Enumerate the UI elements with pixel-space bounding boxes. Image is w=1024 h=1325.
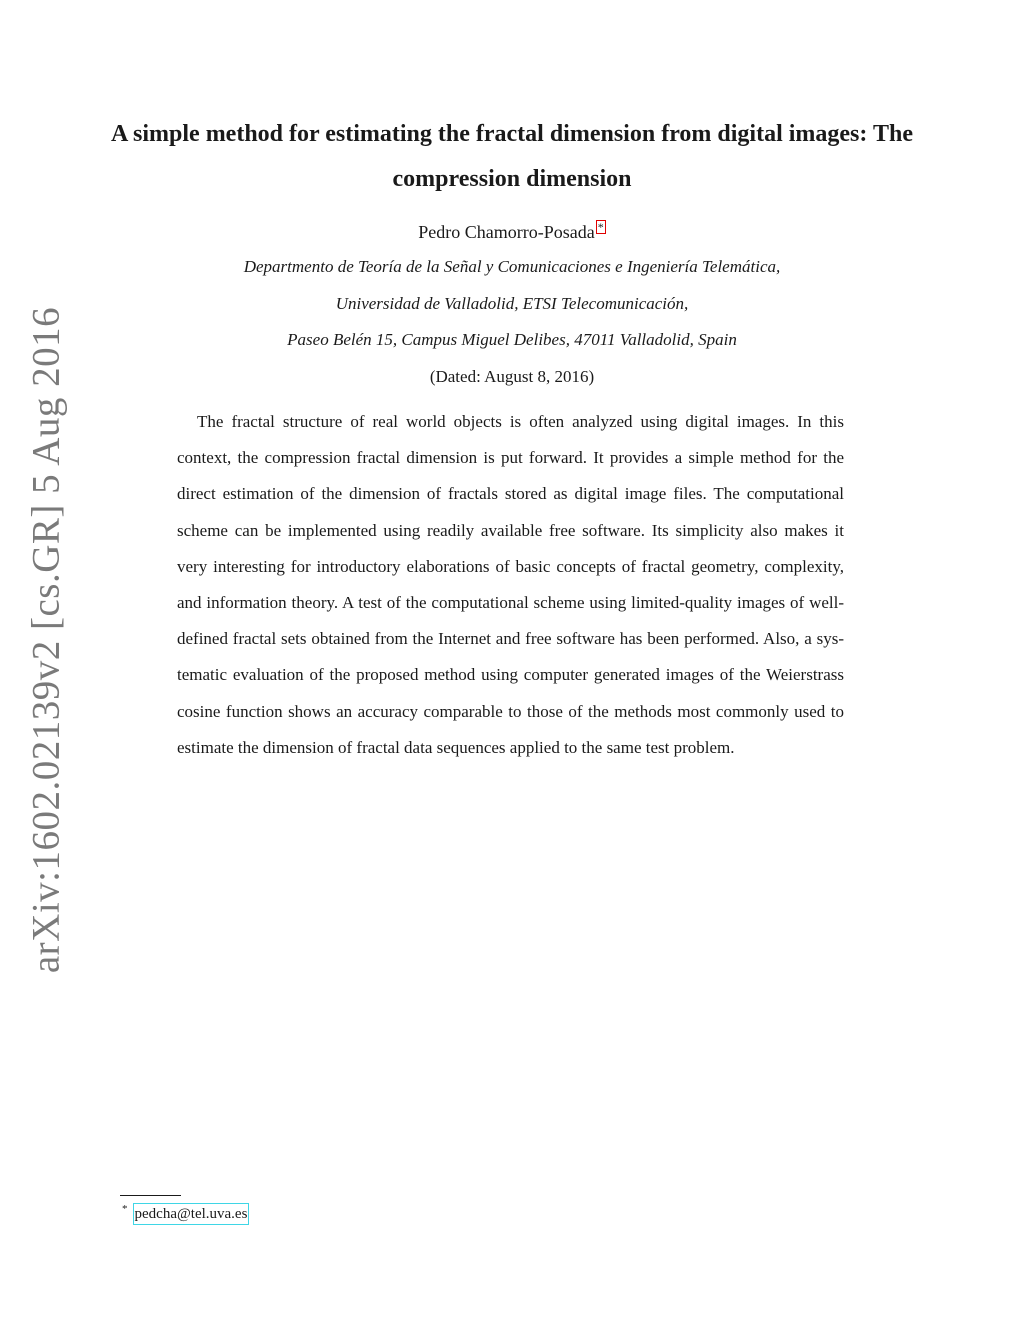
footnote-divider: [120, 1195, 181, 1196]
author-footnote-link[interactable]: *: [597, 220, 604, 234]
abstract-text: The fractal structure of real world objects is often analyzed using digital images. In this context, the compression fractal dimension is put forward. It provides a simple method for the direct estimation of the dimension of fractals stored as digital image files. The computational scheme can be implemented using readily available free software. Its simplicity also makes it very interesting for introductory elaborations of basic concepts of fractal geometry, complexity, and information theory. A test of the computational scheme using limited-quality images of well-defined fractal sets obtained from the Internet and free software has been performed. Also, a systematic evaluation of the proposed method using computer generated images of the Weierstrass cosine function shows an accuracy comparable to those of the methods most commonly used to estimate the dimension of fractal data sequences applied to the same test problem.: [177, 412, 844, 757]
dated-line: (Dated: August 8, 2016): [429, 367, 595, 386]
affiliation-line-1: Departmento de Teoría de la Señal y Comunicaciones e Ingeniería Telemática,: [243, 257, 781, 276]
author-name: Pedro Chamorro-Posada: [418, 222, 595, 242]
author-line: [0, 220, 1024, 243]
footnote: [122, 1203, 249, 1225]
paper-title: A simple method for estimating the fractal dimension from digital images: The compression dimension: [111, 121, 913, 192]
footnote-marker: *: [122, 1203, 128, 1215]
author-email-link[interactable]: pedcha@tel.uva.es: [133, 1203, 250, 1225]
arxiv-identifier-stamp: arXiv:1602.02139v2 [cs.GR] 5 Aug 2016: [24, 306, 68, 974]
affiliation-line-2: Universidad de Valladolid, ETSI Telecomunicación,: [335, 294, 689, 313]
affiliation-line-3: Paseo Belén 15, Campus Miguel Delibes, 47011 Valladolid, Spain: [287, 330, 737, 349]
